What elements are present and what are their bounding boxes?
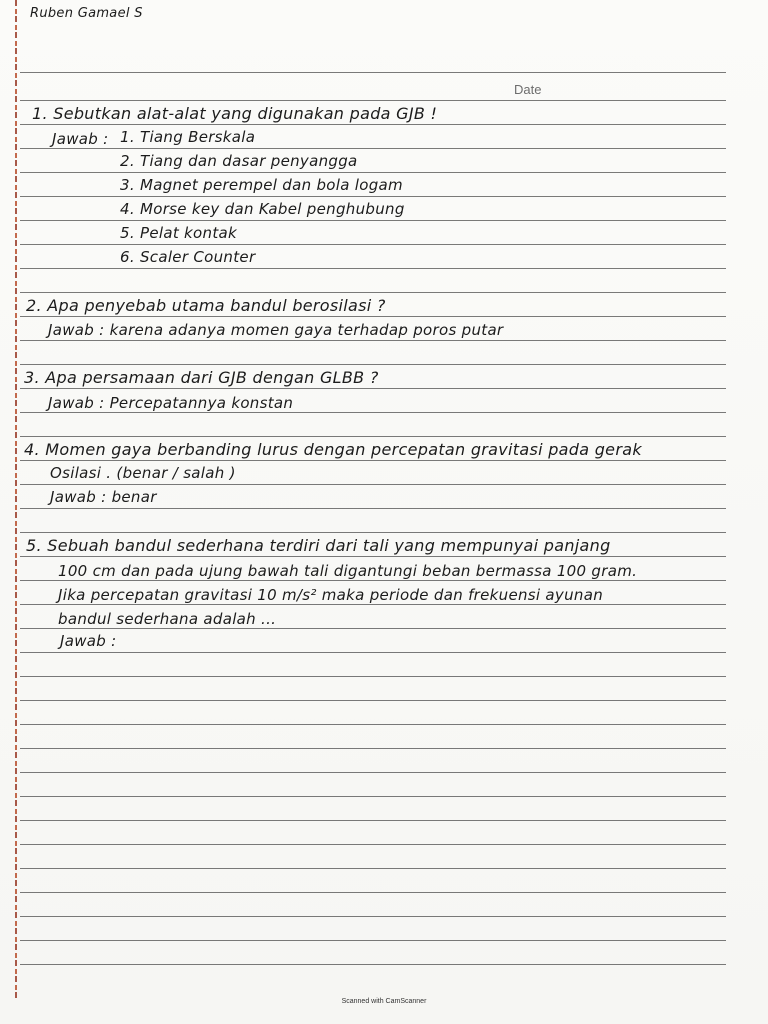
ruled-line <box>20 820 726 821</box>
answer-3: Jawab : Percepatannya konstan <box>48 394 294 412</box>
ruled-line <box>20 676 726 677</box>
question-5-line-2: 100 cm dan pada ujung bawah tali digantungi beban bermassa 100 gram. <box>58 562 638 580</box>
ruled-line <box>20 508 726 509</box>
answer-1-item: 1. Tiang Berskala <box>120 128 256 146</box>
ruled-line <box>20 868 726 869</box>
margin-line <box>15 0 17 1000</box>
answer-1-item: 4. Morse key dan Kabel penghubung <box>120 200 405 218</box>
ruled-line <box>20 580 726 581</box>
ruled-line <box>20 892 726 893</box>
ruled-line <box>20 436 726 437</box>
question-4-line-2: Osilasi . (benar / salah ) <box>50 464 236 482</box>
ruled-line <box>20 604 726 605</box>
ruled-line <box>20 72 726 73</box>
question-3: 3. Apa persamaan dari GJB dengan GLBB ? <box>24 368 379 387</box>
ruled-line <box>20 172 726 173</box>
ruled-line <box>20 628 726 629</box>
ruled-line <box>20 268 726 269</box>
ruled-line <box>20 244 726 245</box>
ruled-line <box>20 316 726 317</box>
ruled-line <box>20 844 726 845</box>
ruled-line <box>20 916 726 917</box>
ruled-line <box>20 124 726 125</box>
answer-1-item: 6. Scaler Counter <box>120 248 256 266</box>
answer-1-item: 2. Tiang dan dasar penyangga <box>120 152 358 170</box>
ruled-line <box>20 340 726 341</box>
ruled-line <box>20 700 726 701</box>
scanner-watermark: Scanned with CamScanner <box>341 998 427 1005</box>
ruled-line <box>20 196 726 197</box>
question-4-line-1: 4. Momen gaya berbanding lurus dengan percepatan gravitasi pada gerak <box>24 440 642 459</box>
answer-4: Jawab : benar <box>50 488 157 506</box>
ruled-line <box>20 772 726 773</box>
question-5-line-4: bandul sederhana adalah ... <box>58 610 277 628</box>
ruled-line <box>20 292 726 293</box>
ruled-line <box>20 748 726 749</box>
ruled-line <box>20 388 726 389</box>
ruled-line <box>20 796 726 797</box>
answer-1-item: 5. Pelat kontak <box>120 224 237 242</box>
answer-1-item: 3. Magnet perempel dan bola logam <box>120 176 403 194</box>
ruled-line <box>20 460 726 461</box>
ruled-line <box>20 724 726 725</box>
ruled-line <box>20 556 726 557</box>
ruled-line <box>20 940 726 941</box>
answer-5-label: Jawab : <box>60 632 117 650</box>
ruled-line <box>20 364 726 365</box>
ruled-line <box>20 100 726 101</box>
ruled-line <box>20 220 726 221</box>
question-5-line-3: Jika percepatan gravitasi 10 m/s² maka periode dan frekuensi ayunan <box>58 586 604 604</box>
ruled-line <box>20 148 726 149</box>
question-5-line-1: 5. Sebuah bandul sederhana terdiri dari tali yang mempunyai panjang <box>26 536 611 555</box>
student-name: Ruben Gamael S <box>30 6 143 21</box>
ruled-line <box>20 532 726 533</box>
ruled-line <box>20 412 726 413</box>
question-2: 2. Apa penyebab utama bandul berosilasi ? <box>26 296 386 315</box>
answer-2: Jawab : karena adanya momen gaya terhadap poros putar <box>48 321 504 339</box>
answer-1-label: Jawab : <box>52 130 109 148</box>
ruled-line <box>20 964 726 965</box>
ruled-line <box>20 484 726 485</box>
ruled-line <box>20 652 726 653</box>
question-1: 1. Sebutkan alat-alat yang digunakan pada GJB ! <box>32 104 438 123</box>
date-label: Date <box>514 82 542 97</box>
